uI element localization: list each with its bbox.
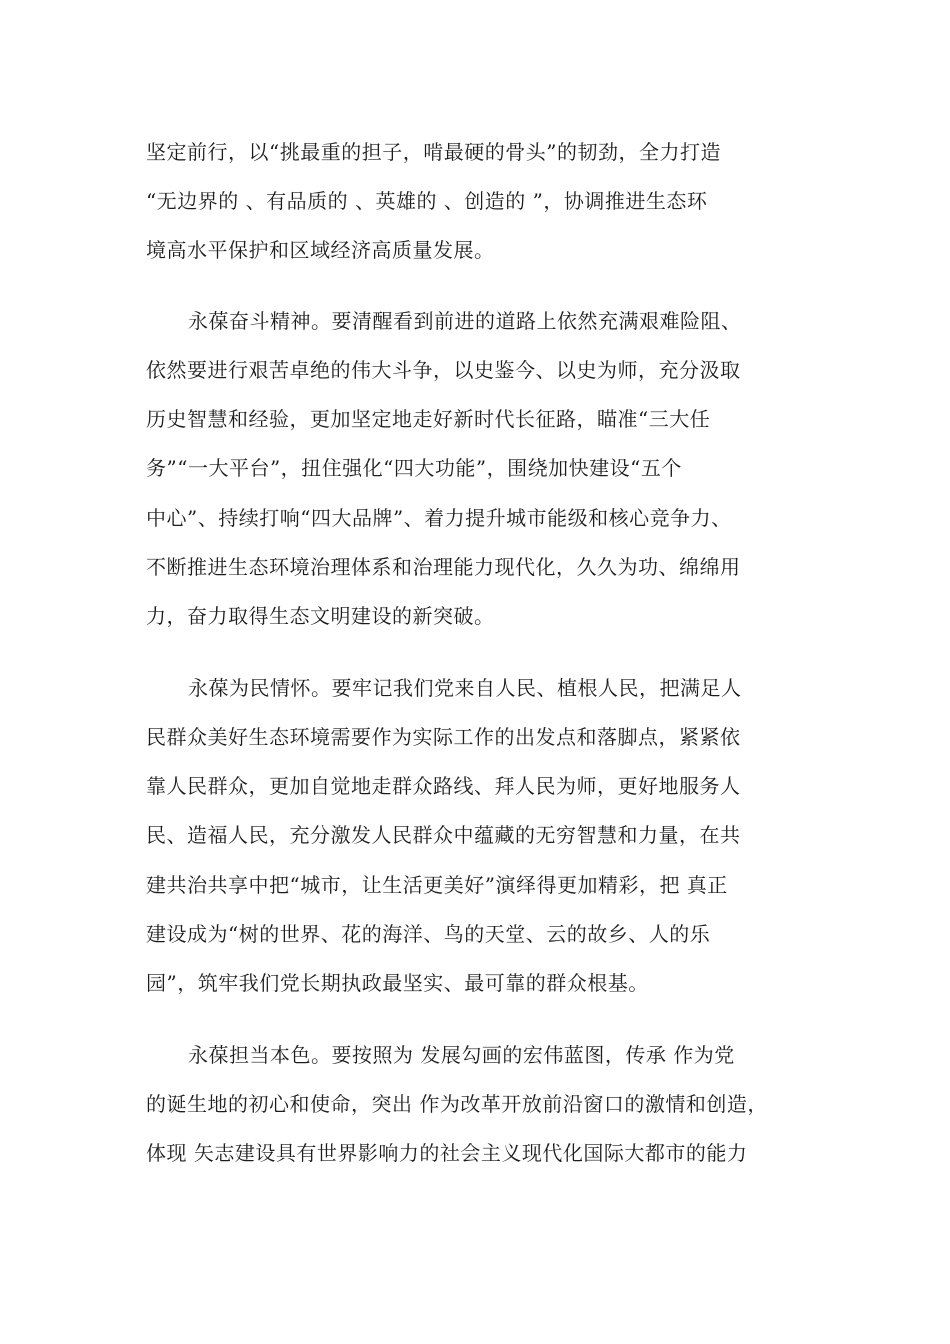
paragraph-2-line-7: 力，奋力取得生态文明建设的新突破。 <box>146 604 495 628</box>
paragraph-2-line-4: 务”“一大平台”，扭住强化“四大功能”，围绕加快建设“五个 <box>146 456 682 480</box>
paragraph-3-line-4: 民、造福人民，充分激发人民群众中蕴藏的无穷智慧和力量，在共 <box>146 823 741 847</box>
paragraph-2-line-5: 中心”、持续打响“四大品牌”、着力提升城市能级和核心竞争力、 <box>146 506 732 530</box>
paragraph-4-line-2: 的诞生地的初心和使命，突出 作为改革开放前沿窗口的激情和创造， <box>146 1092 768 1116</box>
paragraph-2-line-1: 永葆奋斗精神。要清醒看到前进的道路上依然充满艰难险阻、 <box>188 309 742 333</box>
paragraph-2-line-2: 依然要进行艰苦卓绝的伟大斗争，以史鉴今、以史为师，充分汲取 <box>146 358 741 382</box>
paragraph-3-line-3: 靠人民群众，更加自觉地走群众路线、拜人民为师，更好地服务人 <box>146 774 741 798</box>
paragraph-3-line-6: 建设成为“树的世界、花的海洋、鸟的天堂、云的故乡、人的乐 <box>146 922 711 946</box>
paragraph-4-line-1: 永葆担当本色。要按照为 发展勾画的宏伟蓝图，传承 作为党 <box>188 1043 735 1067</box>
paragraph-1-line-3: 境高水平保护和区域经济高质量发展。 <box>146 238 495 262</box>
paragraph-3-line-5: 建共治共享中把“城市，让生活更美好”演绎得更加精彩，把 真正 <box>146 873 728 897</box>
paragraph-3-line-1: 永葆为民情怀。要牢记我们党来自人民、植根人民，把满足人 <box>188 676 742 700</box>
paragraph-1-line-2: “无边界的 、有品质的 、英雄的 、创造的 ”，协调推进生态环 <box>146 189 708 213</box>
paragraph-3-line-7: 园”，筑牢我们党长期执政最坚实、最可靠的群众根基。 <box>146 971 649 995</box>
paragraph-4-line-3: 体现 矢志建设具有世界影响力的社会主义现代化国际大都市的能力 <box>146 1141 748 1165</box>
paragraph-1-line-1: 坚定前行，以“挑最重的担子，啃最硬的骨头”的韧劲，全力打造 <box>146 140 721 164</box>
paragraph-2-line-3: 历史智慧和经验，更加坚定地走好新时代长征路，瞄准“三大任 <box>146 407 711 431</box>
paragraph-2-line-6: 不断推进生态环境治理体系和治理能力现代化，久久为功、绵绵用 <box>146 555 741 579</box>
paragraph-3-line-2: 民群众美好生态环境需要作为实际工作的出发点和落脚点，紧紧依 <box>146 725 741 749</box>
